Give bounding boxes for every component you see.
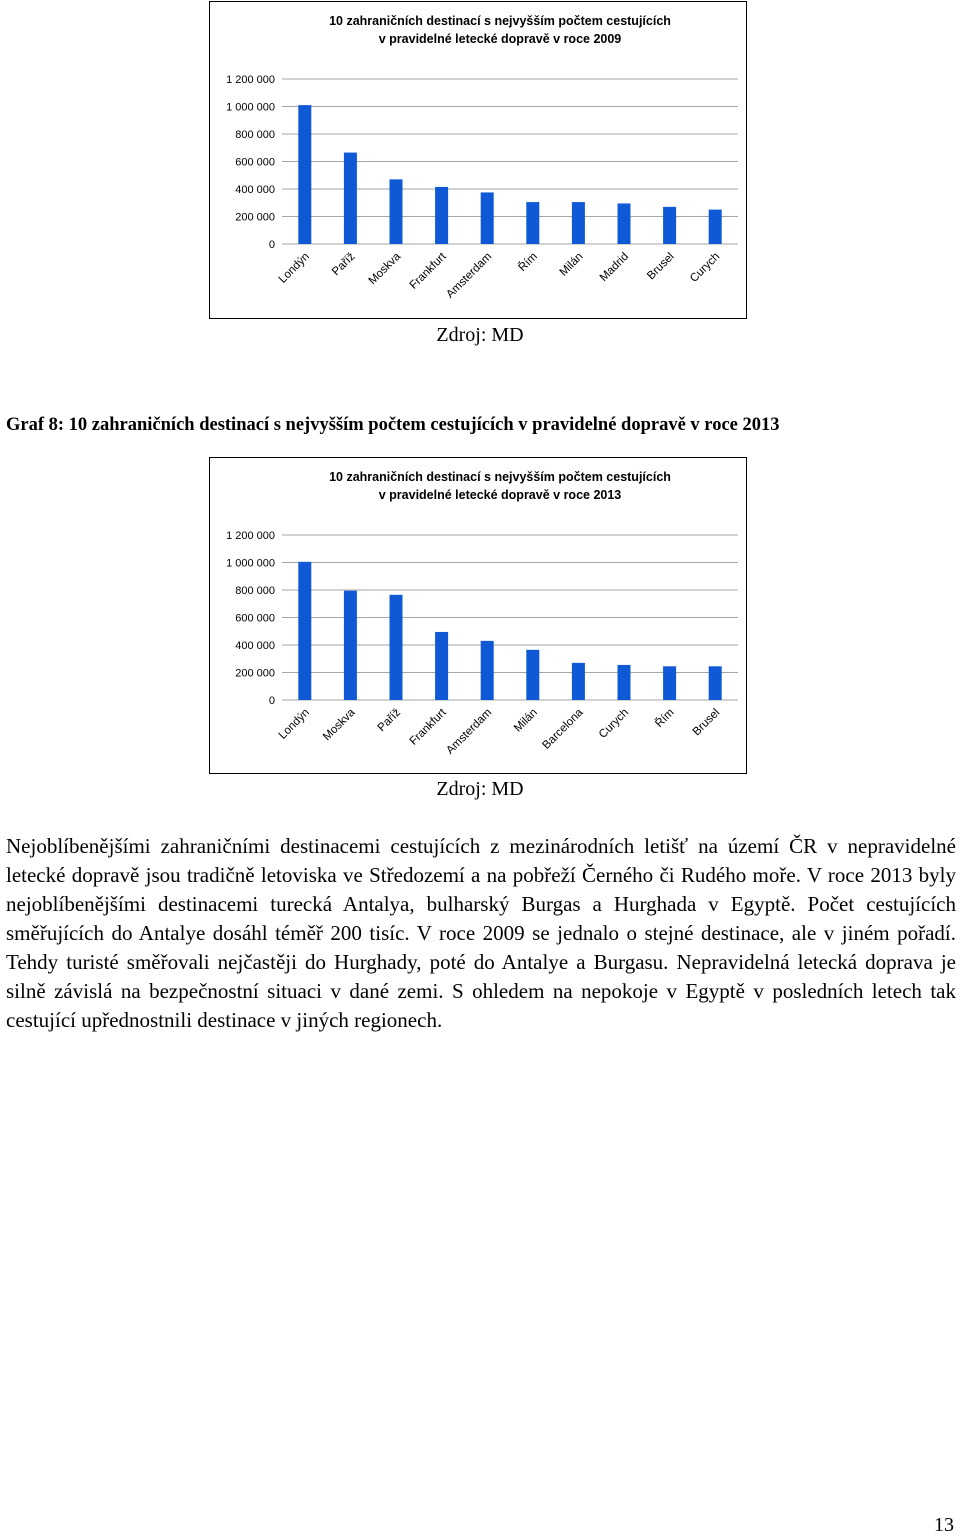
y-tick-label: 400 000	[235, 184, 275, 196]
y-tick-label: 200 000	[235, 211, 275, 224]
y-tick-label: 1 200 000	[226, 74, 275, 86]
x-tick-label: Paříž	[330, 250, 358, 279]
x-tick-label: Madrid	[597, 250, 632, 284]
bar-6	[572, 202, 585, 244]
chart-2009	[209, 1, 747, 319]
y-tick-label: 400 000	[235, 640, 275, 652]
chart-title-2013: 10 zahraničních destinací s nejvyšším počtem cestujících v pravidelné letecké dopravě v roce 2013	[329, 470, 671, 502]
body-paragraph: Nejoblíbenějšími zahraničními destinacemi cestujících z mezinárodních letišť na území ČR v nepravidelné letecké dopravě jsou tradičně letoviska ve Středozemí a na pobřeží Černého či Rudého moře. V roce 2013 byly nejoblíbenějšími destinacemi turecká Antalya, bulharský Burgas a Hurghada v Egyptě. Počet cestujících směřujících do Antalye dosáhl téměř 200 tisíc. V roce 2009 se jednalo o stejné destinace, ale v jiném pořadí. Tehdy turisté směřovali nejčastěji do Hurghady, poté do Antalye a Burgasu. Nepravidelná letecká doprava je silně závislá na bezpečnostní situaci v dané zemi. S ohledem na nepokoje v Egyptě v posledních letech tak cestující upřednostnili destinace v jiných regionech.	[6, 834, 956, 1032]
bar-9	[709, 210, 722, 244]
bar-0	[298, 105, 311, 244]
y-tick-label: 1 000 000	[226, 101, 275, 114]
chart-2009-plot	[210, 2, 746, 318]
page-number: 13	[934, 1514, 954, 1536]
bar-7	[618, 203, 631, 244]
chart-2013-plot	[210, 458, 746, 773]
x-tick-label: Barcelona	[540, 706, 586, 752]
bar-8	[663, 207, 676, 244]
bar-9	[709, 666, 722, 700]
bar-8	[663, 666, 676, 700]
x-tick-label: Milán	[557, 250, 586, 279]
x-tick-label: Moskva	[321, 706, 358, 744]
x-tick-label: Curych	[596, 706, 632, 741]
source-note-2009: Zdroj: MD	[436, 324, 524, 346]
x-tick-label: Amsterdam	[444, 250, 495, 301]
y-tick-label: 1 200 000	[226, 530, 275, 542]
x-tick-label: Londýn	[276, 706, 312, 742]
y-tick-label: 600 000	[235, 156, 275, 169]
bar-2	[390, 179, 403, 244]
bar-3	[435, 632, 448, 700]
x-tick-label: Paříž	[375, 706, 404, 735]
source-note-2013: Zdroj: MD	[436, 778, 524, 800]
figure-caption: Graf 8: 10 zahraničních destinací s nejvyšším počtem cestujících v pravidelné dopravě v roce 2013	[6, 415, 780, 435]
bar-0	[298, 562, 311, 700]
bar-7	[618, 665, 631, 700]
x-tick-label: Milán	[512, 706, 540, 735]
bar-4	[481, 641, 494, 700]
x-tick-label: Londýn	[276, 250, 312, 286]
x-tick-label: Brusel	[645, 250, 677, 283]
x-tick-label: Moskva	[366, 250, 404, 288]
x-tick-label: Brusel	[690, 706, 723, 739]
x-tick-label: Řím	[653, 706, 677, 731]
x-tick-label: Řím	[516, 250, 540, 275]
x-tick-label: Frankfurt	[407, 250, 449, 292]
bar-2	[390, 595, 403, 700]
chart-title-2009: 10 zahraničních destinací s nejvyšším počtem cestujících v pravidelné letecké dopravě v roce 2009	[329, 14, 671, 46]
y-tick-label: 800 000	[235, 585, 275, 597]
y-tick-label: 200 000	[235, 667, 275, 680]
x-tick-label: Frankfurt	[407, 706, 449, 748]
y-tick-label: 1 000 000	[226, 557, 275, 570]
y-tick-label: 800 000	[235, 129, 275, 141]
bar-1	[344, 591, 357, 700]
x-tick-label: Amsterdam	[444, 706, 495, 757]
x-tick-label: Curych	[688, 250, 723, 285]
bar-3	[435, 187, 448, 244]
bar-5	[526, 650, 539, 700]
y-tick-label: 0	[268, 239, 275, 251]
y-tick-label: 600 000	[235, 612, 275, 625]
bar-5	[526, 202, 539, 244]
bar-6	[572, 663, 585, 700]
y-tick-label: 0	[268, 695, 275, 707]
bar-1	[344, 153, 357, 244]
chart-2013	[209, 457, 747, 774]
bar-4	[481, 192, 494, 244]
